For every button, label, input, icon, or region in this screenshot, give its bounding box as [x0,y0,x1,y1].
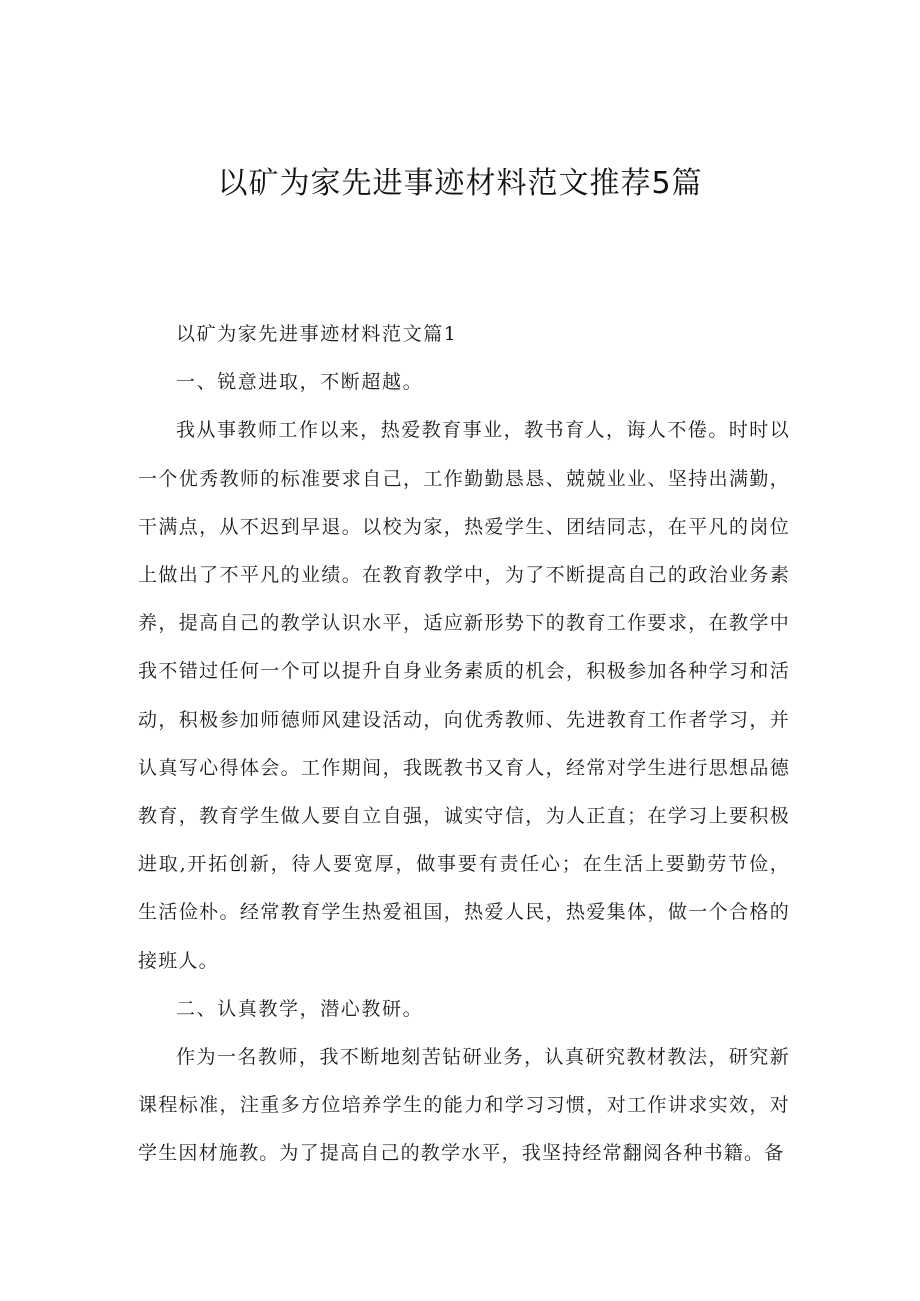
document-title: 以矿为家先进事迹材料范文推荐5篇 [217,166,703,201]
subheading-2: 二、认真教学，潜心教研。 [176,997,424,1020]
section-title: 以矿为家先进事迹材料范文篇1 [176,323,458,345]
paragraph-1: 我从事教师工作以来，热爱教育事业，教书育人，诲人不倦。时时以一个优秀教师的标准要求自己，工作勤勤恳恳、兢兢业业、坚持出满勤，干满点，从不迟到早退。以校为家，热爱学生、团结同志，在平凡的岗位上做出了不平凡的业绩。在教育教学中，为了不断提高自己的政治业务素养，提高自己的教学认识水平，适应新形势下的教育工作要求，在教学中我不错过任何一个可以提升自身业务素质的机会，积极参加各种学习和活动，积极参加师德师风建设活动，向优秀教师、先进教育工作者学习，并认真写心得体会。工作期间，我既教书又育人，经常对学生进行思想品德教育，教育学生做人要自立自强，诚实守信，为人正直；在学习上要积极进取,开拓创新，待人要宽厚，做事要有责任心；在生活上要勤劳节俭，生活俭朴。经常教育学生热爱祖国，热爱人民，热爱集体，做一个合格的接班人。 [138,419,790,972]
subheading-1: 一、锐意进取，不断超越。 [176,371,424,394]
document-body [138,310,790,1178]
paragraph-2: 作为一名教师，我不断地刻苦钻研业务，认真研究教材教法，研究新课程标准，注重多方位培养学生的能力和学习习惯，对工作讲求实效，对学生因材施教。为了提高自己的教学水平，我坚持经常翻阅各种书籍。备 [138,1046,790,1165]
